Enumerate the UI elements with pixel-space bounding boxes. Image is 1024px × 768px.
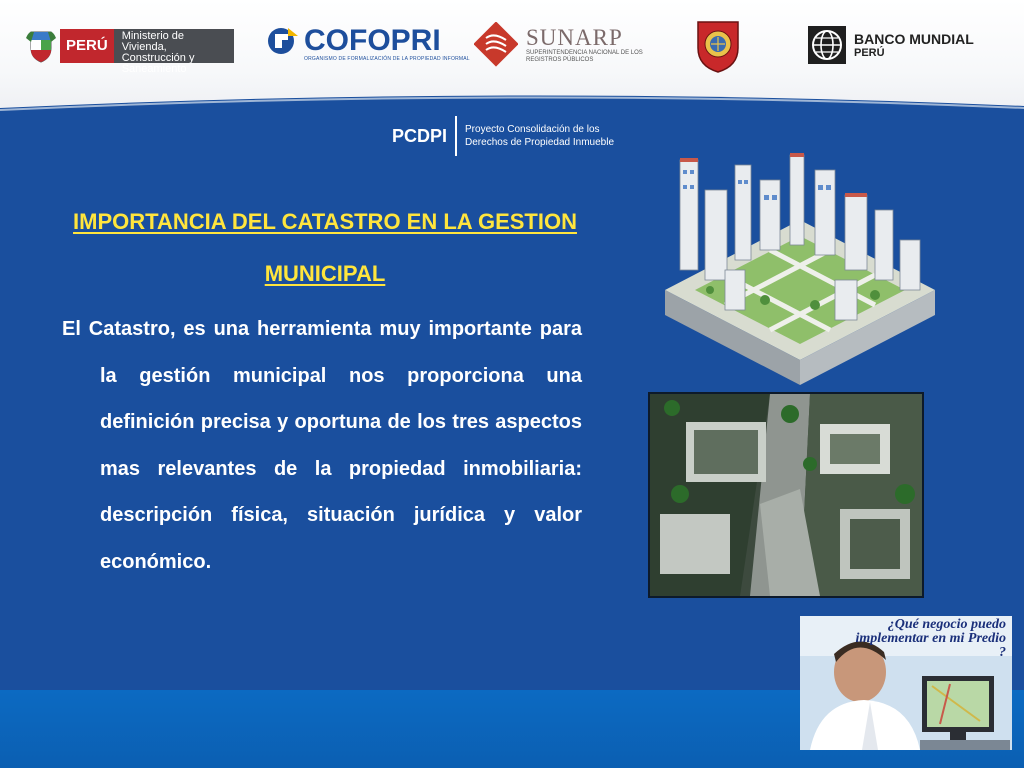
sunarp-name: SUNARP bbox=[526, 25, 623, 50]
igm-seal-logo bbox=[694, 18, 742, 74]
pcdpi-description: Proyecto Consolidación de los Derechos de Propiedad Inmueble bbox=[465, 124, 614, 148]
igm-seal-icon bbox=[694, 18, 742, 74]
sunarp-logo bbox=[474, 20, 646, 70]
cofopri-name: COFOPRI bbox=[304, 24, 441, 57]
cofopri-subtitle: ORGANISMO DE FORMALIZACIÓN DE LA PROPIEDAD INFORMAL bbox=[304, 56, 470, 62]
ministry-name: Ministerio de Vivienda, Construcción y Saneamiento bbox=[114, 29, 234, 63]
cofopri-logo bbox=[266, 26, 470, 66]
pcdpi-divider bbox=[455, 116, 457, 156]
peru-tag: PERÚ bbox=[60, 29, 114, 63]
banco-mundial-country: PERÚ bbox=[854, 47, 885, 59]
business-question-caption: ¿Qué negocio puedo implementar en mi Predio ? bbox=[855, 617, 1006, 660]
isometric-city-image bbox=[665, 150, 935, 385]
pcdpi-acronym: PCDPI bbox=[392, 125, 448, 146]
header-band bbox=[0, 0, 1024, 120]
peru-shield-icon bbox=[26, 28, 56, 64]
slide-title: IMPORTANCIA DEL CATASTRO EN LA GESTION MUNICIPAL bbox=[73, 209, 577, 286]
sunarp-icon bbox=[474, 22, 518, 68]
peru-ministry-logo bbox=[26, 26, 234, 75]
banco-mundial-logo bbox=[808, 26, 974, 64]
cofopri-icon bbox=[266, 26, 300, 56]
aerial-photo-image bbox=[648, 392, 924, 598]
pcdpi-logo bbox=[392, 116, 625, 156]
slide-paragraph: El Catastro, es una herramienta muy importante para la gestión municipal nos proporciona una definición precisa y oportuna de los tres aspectos mas relevantes de la propiedad inmobiliaria: descripción física, situación jurídica y valor económico. bbox=[62, 318, 582, 573]
sunarp-subtitle: SUPERINTENDENCIA NACIONAL DE LOS REGISTROS PÚBLICOS bbox=[526, 50, 643, 63]
world-bank-globe-icon bbox=[808, 26, 846, 64]
banco-mundial-name: BANCO MUNDIAL bbox=[854, 31, 974, 47]
business-question-image bbox=[800, 616, 1012, 750]
